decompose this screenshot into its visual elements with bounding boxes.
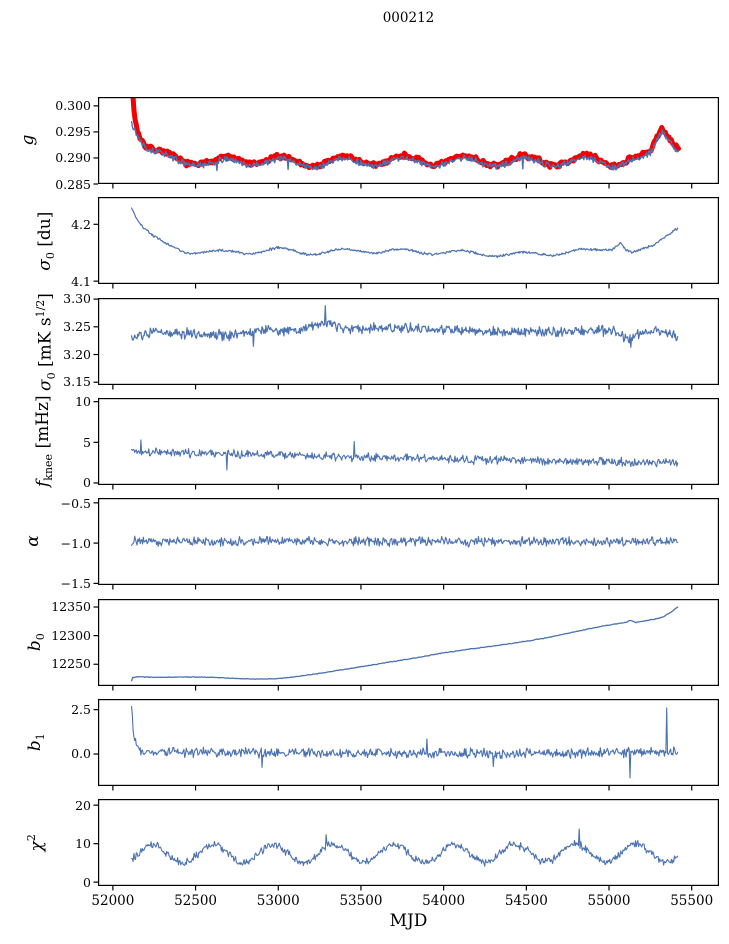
panel-b0-plot bbox=[98, 599, 719, 686]
panel-sigma0_du-plot bbox=[98, 197, 719, 284]
chart-title: 000212 bbox=[382, 10, 435, 26]
y-axis-label-part: b bbox=[24, 740, 45, 752]
panel-sigma0_mk bbox=[98, 298, 719, 385]
y-tick-label-f_knee: 0 bbox=[83, 475, 91, 491]
y-tick-label-g: 0.290 bbox=[55, 150, 91, 166]
y-tick-label-b0: 12250 bbox=[51, 656, 91, 672]
y-axis-label-part: [mHz] bbox=[32, 395, 53, 455]
x-axis-label: MJD bbox=[389, 911, 428, 931]
x-tick-label: 55000 bbox=[587, 893, 631, 910]
panel-b0-frame bbox=[99, 599, 719, 685]
series-b1 bbox=[132, 706, 678, 777]
panel-b1-plot bbox=[98, 699, 719, 786]
x-tick-label: 52000 bbox=[91, 893, 135, 910]
panel-f_knee-plot bbox=[98, 398, 719, 485]
series-sigma0-du bbox=[132, 208, 678, 258]
y-axis-label-part: α bbox=[23, 534, 43, 547]
panel-chi2-plot bbox=[98, 799, 719, 886]
y-tick-label-sigma0_du: 4.1 bbox=[71, 273, 91, 289]
y-tick-label-chi2: 10 bbox=[75, 836, 91, 852]
y-tick-label-sigma0_du: 4.2 bbox=[71, 217, 91, 233]
x-tick-label: 55500 bbox=[670, 893, 714, 910]
panel-b0 bbox=[98, 599, 719, 686]
y-axis-label-part: b bbox=[24, 640, 45, 652]
panel-alpha bbox=[98, 498, 719, 585]
panel-sigma0_du-frame bbox=[99, 198, 719, 284]
y-tick-label-g: 0.285 bbox=[55, 176, 91, 192]
y-axis-label-part: χ bbox=[26, 840, 47, 852]
panel-g-frame bbox=[99, 98, 719, 184]
y-tick-label-sigma0_mk: 3.25 bbox=[63, 318, 91, 334]
series-f-knee bbox=[132, 440, 678, 470]
y-axis-label-chi2 bbox=[25, 732, 47, 944]
y-tick-label-b0: 12300 bbox=[51, 627, 91, 643]
panel-f_knee-frame bbox=[99, 398, 719, 484]
y-axis-label-part: ] bbox=[35, 293, 56, 300]
y-tick-label-alpha: −1.0 bbox=[60, 535, 91, 551]
y-tick-label-g: 0.300 bbox=[55, 98, 91, 114]
series-g-fit bbox=[132, 122, 679, 171]
x-tick-label: 54500 bbox=[504, 893, 548, 910]
y-tick-label-alpha: −1.5 bbox=[60, 576, 91, 592]
y-axis-label-part: 1/2 bbox=[33, 299, 47, 318]
series-sigma0-mk bbox=[132, 305, 678, 347]
y-tick-label-f_knee: 5 bbox=[83, 434, 91, 450]
panel-b1-frame bbox=[99, 699, 719, 785]
panel-g bbox=[98, 97, 719, 184]
y-axis-label-part: 0 bbox=[45, 372, 59, 380]
panel-g-plot bbox=[98, 97, 719, 184]
y-tick-label-sigma0_mk: 3.20 bbox=[63, 346, 91, 362]
series-alpha bbox=[132, 536, 678, 547]
x-tick-label: 52500 bbox=[174, 893, 218, 910]
panel-sigma0_mk-plot bbox=[98, 298, 719, 385]
y-tick-label-g: 0.295 bbox=[55, 124, 91, 140]
y-axis-label-part: g bbox=[18, 134, 38, 145]
panel-sigma0_du bbox=[98, 197, 719, 284]
y-axis-label-part: knee bbox=[42, 454, 56, 482]
y-tick-label-b0: 12350 bbox=[51, 599, 91, 614]
y-tick-label-b1: 0.0 bbox=[71, 746, 91, 762]
y-axis-label-part: [mK s bbox=[35, 317, 56, 373]
y-axis-label-part: 2 bbox=[25, 833, 39, 841]
y-tick-label-b1: 2.5 bbox=[71, 701, 91, 717]
y-axis-label-part: 1 bbox=[34, 733, 48, 741]
series-b0 bbox=[132, 607, 678, 681]
y-axis-label-part: 0 bbox=[34, 633, 48, 641]
panel-alpha-plot bbox=[98, 498, 719, 585]
x-tick-label: 53000 bbox=[256, 893, 300, 910]
y-axis-label-part: f bbox=[32, 481, 53, 488]
y-tick-label-chi2: 0 bbox=[83, 874, 91, 890]
y-tick-label-sigma0_mk: 3.15 bbox=[63, 374, 91, 390]
panel-sigma0_mk-frame bbox=[99, 298, 719, 384]
y-axis-label-part: [du] bbox=[34, 211, 55, 252]
panel-chi2-frame bbox=[99, 800, 719, 886]
y-axis-label-part: σ bbox=[34, 258, 55, 271]
panel-b1 bbox=[98, 699, 719, 786]
y-tick-label-chi2: 20 bbox=[75, 797, 91, 813]
y-tick-label-sigma0_mk: 3.30 bbox=[63, 291, 91, 307]
x-tick-label: 54000 bbox=[422, 893, 466, 910]
y-tick-label-f_knee: 10 bbox=[75, 394, 91, 410]
x-tick-label: 53500 bbox=[339, 893, 383, 910]
y-axis-label-part: 0 bbox=[44, 251, 58, 259]
series-g-red-band bbox=[132, 79, 679, 167]
panel-f_knee bbox=[98, 398, 719, 485]
y-tick-label-alpha: −0.5 bbox=[60, 495, 91, 511]
series-chi2 bbox=[132, 829, 678, 866]
y-axis-label-part: σ bbox=[35, 379, 56, 392]
panel-chi2 bbox=[98, 799, 719, 886]
